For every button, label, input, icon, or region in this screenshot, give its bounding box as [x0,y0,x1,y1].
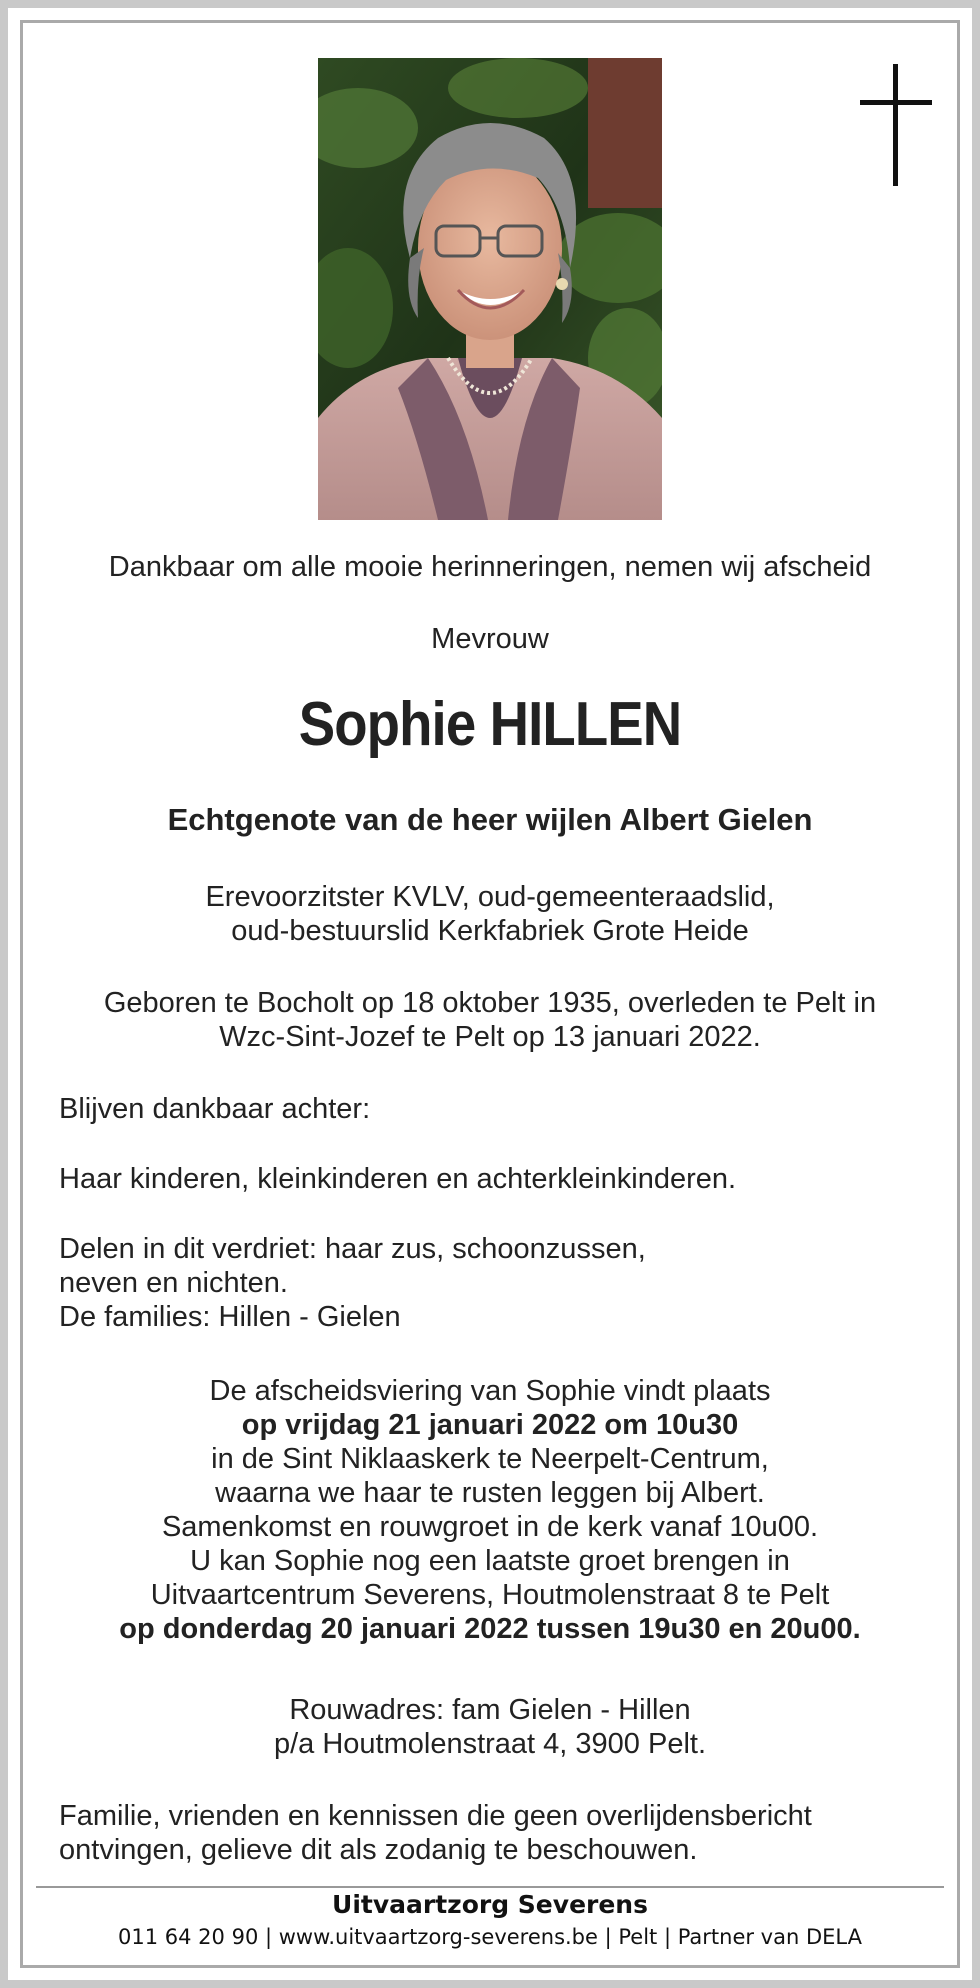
visitation-date: op donderdag 20 januari 2022 tussen 19u30 en 20u00. [119,1613,861,1645]
address-block [0,1693,980,1761]
footer-divider [36,1886,944,1888]
title-line: oud-bestuurslid Kerkfabriek Grote Heide [231,915,749,947]
sharing-block [59,1232,939,1334]
titles-block [0,880,980,948]
birth-death-line: Geboren te Bocholt op 18 oktober 1935, overleden te Pelt in [103,987,877,1019]
birth-death-line: Wzc-Sint-Jozef te Pelt op 13 januari 2022. [219,1021,761,1053]
ceremony-line: Uitvaartcentrum Severens, Houtmolenstraat 8 te Pelt [150,1579,830,1611]
ceremony-line: Samenkomst en rouwgroet in de kerk vanaf 10u00. [161,1511,819,1543]
remaining-text: Blijven dankbaar achter: [59,1093,371,1125]
intro-text: Dankbaar om alle mooie herinneringen, nemen wij afscheid [108,551,872,583]
address-line: p/a Houtmolenstraat 4, 3900 Pelt. [273,1728,707,1760]
ceremony-date: op vrijdag 21 januari 2022 om 10u30 [241,1409,739,1441]
spouse-line: Echtgenote van de heer wijlen Albert Gielen [167,802,813,837]
deceased-name: Sophie HILLEN [298,690,682,759]
sharing-line: De families: Hillen - Gielen [59,1301,401,1333]
ceremony-line: U kan Sophie nog een laatste groet brengen in [190,1545,790,1577]
ceremony-line: waarna we haar te rusten leggen bij Albert. [215,1477,765,1509]
cross-icon [860,64,932,186]
title-line: Erevoorzitster KVLV, oud-gemeenteraadslid, [205,881,775,913]
birth-death-block [0,986,980,1054]
ceremony-block [0,1374,980,1646]
sharing-line: neven en nichten. [59,1267,288,1299]
footer-info: 011 64 20 90 | www.uitvaartzorg-severens.be | Pelt | Partner van DELA [118,1925,862,1949]
portrait-photo [318,58,662,520]
salutation: Mevrouw [431,623,549,655]
notice-line: Familie, vrienden en kennissen die geen overlijdensbericht [59,1800,812,1832]
ceremony-line: De afscheidsviering van Sophie vindt plaats [209,1375,771,1407]
footer-title: Uitvaartzorg Severens [332,1890,648,1919]
children-text: Haar kinderen, kleinkinderen en achterkleinkinderen. [59,1163,737,1195]
notice-block [59,1799,939,1867]
sharing-line: Delen in dit verdriet: haar zus, schoonzussen, [59,1233,646,1265]
address-line: Rouwadres: fam Gielen - Hillen [289,1694,691,1726]
notice-line: ontvingen, gelieve dit als zodanig te beschouwen. [59,1834,698,1866]
ceremony-line: in de Sint Niklaaskerk te Neerpelt-Centrum, [211,1443,769,1475]
